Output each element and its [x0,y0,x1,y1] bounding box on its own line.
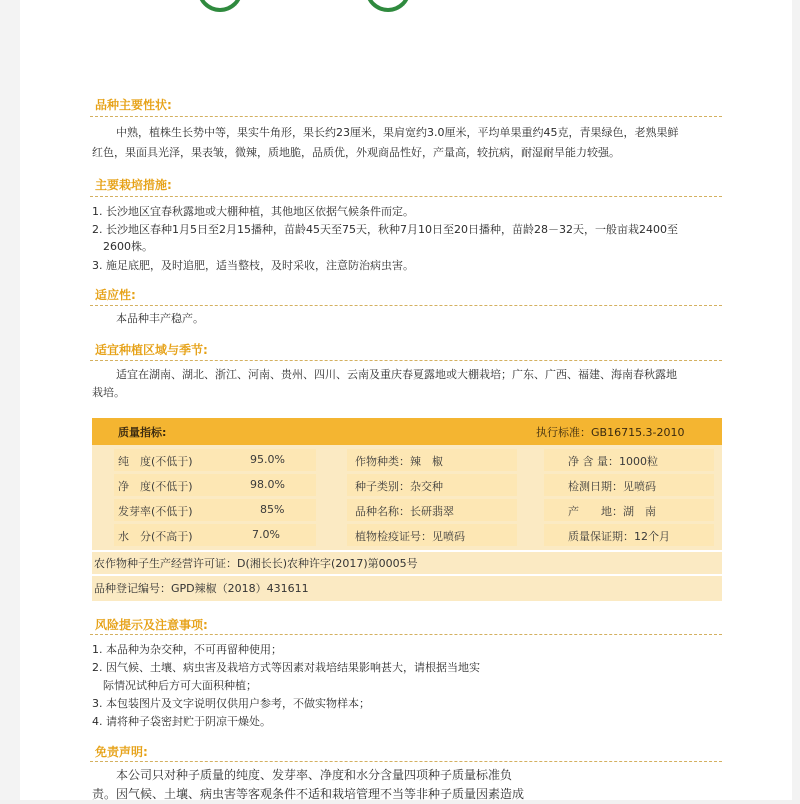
quality-standard: 执行标准：GB16715.3-2010 [536,426,685,439]
quality-crop-info: 作物种类：辣 椒 [355,455,443,468]
quality-header-title: 质量指标: [118,426,167,439]
quality-crop-info: 种子类别：杂交种 [355,480,443,493]
quality-label: 纯 度(不低于) [118,455,193,468]
risk-line-3: 际情况试种后方可大面积种植； [103,679,257,692]
quality-crop-info: 品种名称：长研翡翠 [355,505,454,518]
risk-line-4: 3. 本包装图片及文字说明仅供用户参考，不做实物样本； [92,697,370,710]
section-title-characteristics: 品种主要性状: [95,98,172,112]
section-title-risk: 风险提示及注意事项: [95,618,208,632]
cultivation-line-3: 2600株。 [103,240,153,253]
quality-package-info: 检测日期：见喷码 [568,480,656,493]
cultivation-line-2: 2. 长沙地区春种1月5日至2月15播种，苗龄45天至75天，秋种7月10日至20日播种，苗龄28－32天，一般亩栽2400至 [92,223,678,236]
quality-divider [92,550,722,552]
risk-line-5: 4. 请将种子袋密封贮于阴凉干燥处。 [92,715,271,728]
characteristics-line-1: 中熟，植株生长势中等，果实牛角形，果长约23厘米，果肩宽约3.0厘米，平均单果重约45克，青果绿色，老熟果鲜 [116,126,679,139]
region-line-1: 适宜在湖南、湖北、浙江、河南、贵州、四川、云南及重庆春夏露地或大棚栽培；广东、广西、福建、海南春秋露地 [116,368,677,381]
section-divider [90,116,722,117]
registration-number: 品种登记编号：GPD辣椒（2018）431611 [94,582,309,595]
quality-divider [92,574,722,576]
section-divider [90,196,722,197]
quality-value: 98.0% [250,478,285,491]
disclaimer-line-2: 责。因气候、土壤、病虫害等客观条件不适和栽培管理不当等非种子质量因素造成 [92,787,525,801]
quality-label: 发芽率(不低于) [118,505,193,518]
quality-value: 7.0% [252,528,280,541]
section-title-region: 适宜种植区域与季节: [95,343,208,357]
section-title-disclaimer: 免责声明: [95,745,148,759]
section-title-adaptability: 适应性: [95,288,136,302]
section-divider [90,360,722,361]
adaptability-line-1: 本品种丰产稳产。 [116,312,204,325]
section-divider [90,634,722,635]
region-line-2: 栽培。 [92,386,125,399]
disclaimer-line-1: 本公司只对种子质量的纯度、发芽率、净度和水分含量四项种子质量标准负 [116,768,513,782]
quality-label: 净 度(不低于) [118,480,193,493]
quality-value: 95.0% [250,453,285,466]
risk-line-1: 1. 本品种为杂交种，不可再留种使用； [92,643,282,656]
quality-value: 85% [260,503,285,516]
quality-package-info: 净 含 量：1000粒 [568,455,658,468]
quality-table [92,418,722,601]
section-title-cultivation: 主要栽培措施: [95,178,172,192]
quality-package-info: 产 地：湖 南 [568,505,656,518]
characteristics-line-2: 红色，果面具光泽，果表皱，微辣，质地脆，品质优，外观商品性好，产量高，较抗病，耐湿耐旱能力较强。 [92,146,620,159]
section-divider [90,305,722,306]
cultivation-line-4: 3. 施足底肥，及时追肥，适当整枝，及时采收，注意防治病虫害。 [92,259,414,272]
risk-line-2: 2. 因气候、土壤、病虫害及栽培方式等因素对栽培结果影响甚大，请根据当地实 [92,661,480,674]
production-license: 农作物种子生产经营许可证：D(湘长长)农种许字(2017)第0005号 [94,557,418,570]
quality-label: 水 分(不高于) [118,530,193,543]
quality-package-info: 质量保证期：12个月 [568,530,670,543]
quality-crop-info: 植物检疫证号：见喷码 [355,530,465,543]
section-divider [90,761,722,762]
cultivation-line-1: 1. 长沙地区宜春秋露地或大棚种植，其他地区依据气候条件而定。 [92,205,414,218]
